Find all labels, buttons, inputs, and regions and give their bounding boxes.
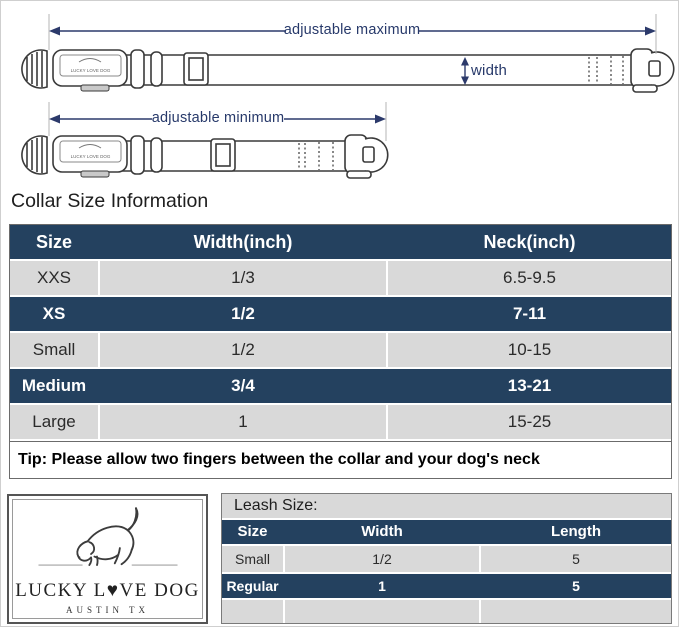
- cell-length: 5: [572, 578, 580, 594]
- leash-row-regular: [222, 574, 671, 598]
- cell-neck: 15-25: [388, 405, 671, 439]
- cell-width: 1/3: [100, 261, 386, 295]
- width-label: width: [471, 62, 508, 79]
- collar-table-header-row: [10, 225, 671, 259]
- cell-size: Large: [10, 405, 98, 439]
- cell-width: 1: [378, 578, 386, 594]
- table-row-large: [10, 405, 671, 439]
- col-header-width: Width(inch): [193, 232, 293, 252]
- cell-width: 1: [100, 405, 386, 439]
- collar-min-drawing: [22, 135, 388, 178]
- cell-neck: 10-15: [388, 333, 671, 367]
- brand-logo-box: [7, 494, 208, 624]
- cell-width: 1/2: [100, 333, 386, 367]
- cell-size: Regular: [226, 578, 279, 594]
- collar-section-title: Collar Size Information: [11, 190, 209, 212]
- cell-neck: 6.5-9.5: [388, 261, 671, 295]
- table-row-xs: [10, 297, 671, 331]
- brand-location: AUSTIN TX: [65, 604, 150, 615]
- cell-size: Small: [10, 333, 98, 367]
- cell-size: Medium: [21, 376, 87, 395]
- brand-name: LUCKY L♥VE DOG: [15, 579, 200, 601]
- cell-size: XXS: [10, 261, 98, 295]
- table-row-small: [10, 333, 671, 367]
- table-row-medium: [10, 369, 671, 403]
- table-row-xxs: [10, 261, 671, 295]
- cell-neck: 7-11: [512, 304, 547, 323]
- cell-neck: 13-21: [507, 376, 552, 395]
- leash-section-title: Leash Size:: [222, 494, 671, 518]
- collar-max-drawing: [22, 49, 674, 92]
- buckle-brand-text: LUCKY LOVE DOG: [70, 68, 111, 73]
- brand-logo-inner-border: [12, 499, 203, 619]
- collar-size-table: [9, 224, 672, 479]
- cell-width: 1/2: [231, 304, 255, 323]
- adjustable-minimum-label: adjustable minimum: [151, 110, 285, 126]
- buckle-brand-text: LUCKY LOVE DOG: [70, 154, 111, 159]
- leash-row-small: [222, 546, 671, 572]
- cell-width: 3/4: [231, 376, 255, 395]
- adjustable-maximum-label: adjustable maximum: [283, 22, 421, 38]
- leash-table-header-row: [222, 520, 671, 544]
- col-header-width: Width: [361, 523, 403, 540]
- dog-logo-illustration: [18, 504, 198, 582]
- col-header-size: Size: [35, 232, 73, 252]
- cell-size: XS: [42, 304, 66, 323]
- cell-length: 5: [481, 546, 671, 572]
- cell-size: Small: [222, 546, 283, 572]
- leash-size-table: [221, 493, 672, 624]
- col-header-size: Size: [237, 523, 268, 540]
- col-header-length: Length: [551, 523, 601, 540]
- fit-tip-text: Tip: Please allow two fingers between the collar and your dog's neck: [10, 441, 671, 478]
- leash-row-empty: [222, 600, 671, 623]
- col-header-neck: Neck(inch): [483, 232, 576, 252]
- cell-width: 1/2: [285, 546, 479, 572]
